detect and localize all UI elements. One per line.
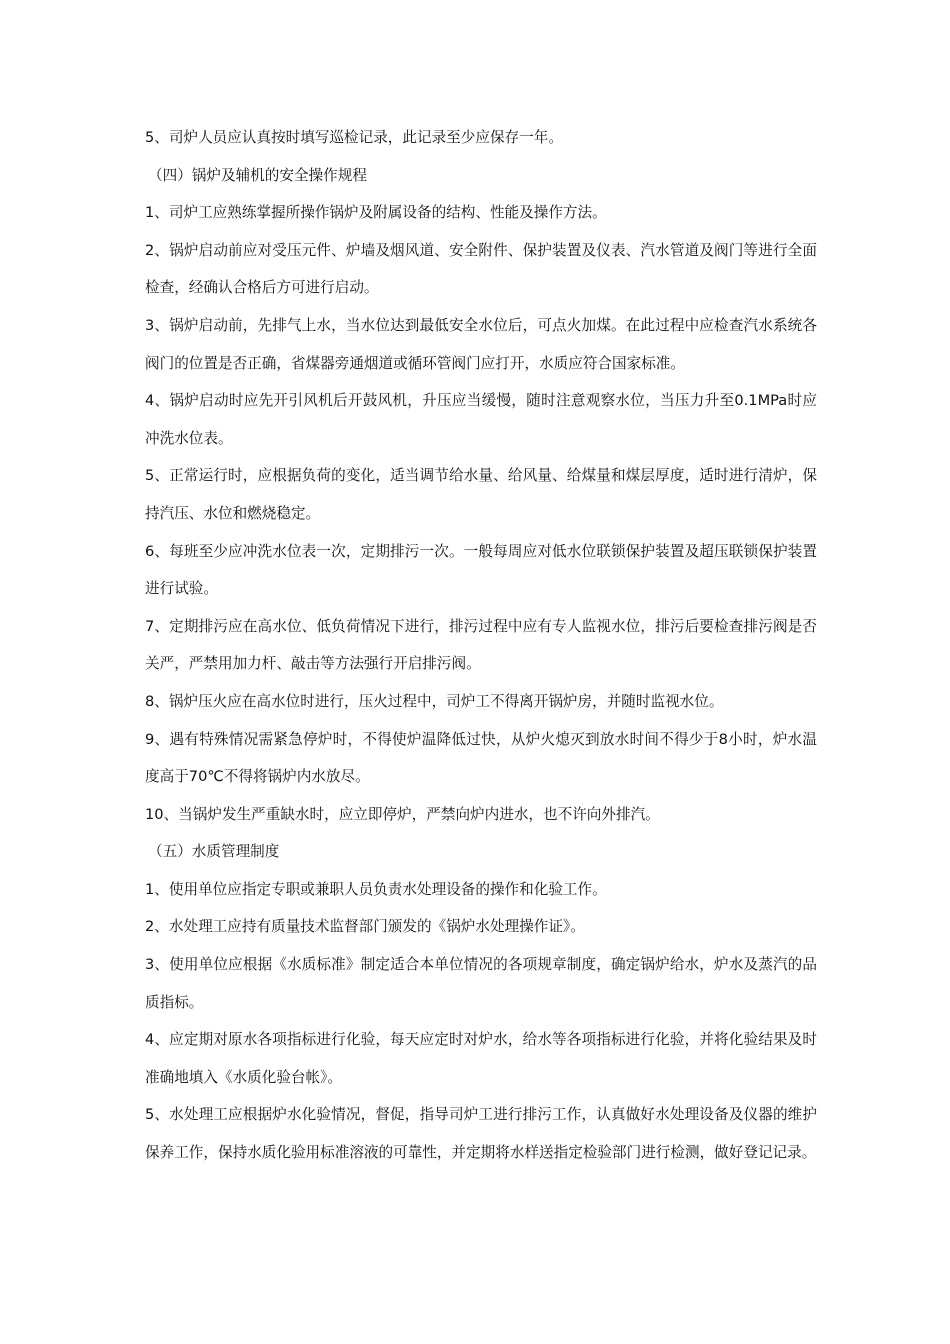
paragraph-item-8: 8、锅炉压火应在高水位时进行，压火过程中，司炉工不得离开锅炉房，并随时监视水位。 [145,692,724,710]
paragraph-inspection-record: 5、司炉人员应认真按时填写巡检记录，此记录至少应保存一年。 [145,129,563,146]
paragraph-item-1: 1、司炉工应熟练掌握所操作锅炉及附属设备的结构、性能及操作方法。 [145,204,607,222]
section-heading-water-quality: （五）水质管理制度 [148,843,280,861]
paragraph-water-item-1: 1、使用单位应指定专职或兼职人员负责水处理设备的操作和化验工作。 [145,880,607,898]
paragraph-item-6: 6、每班至少应冲洗水位表一次，定期排污一次。一般每周应对低水位联锁保护装置及超压联锁保护装置进行试验。 [145,542,817,598]
paragraph-item-2: 2、锅炉启动前应对受压元件、炉墙及烟风道、安全附件、保护装置及仪表、汽水管道及阀门等进行全面检查，经确认合格后方可进行启动。 [145,241,817,297]
paragraph-water-item-5: 5、水处理工应根据炉水化验情况，督促，指导司炉工进行排污工作，认真做好水处理设备及仪器的维护保养工作，保持水质化验用标准溶液的可靠性，并定期将水样送指定检验部门进行检测，做好登记记录。 [145,1106,817,1162]
paragraph-water-item-2: 2、水处理工应持有质量技术监督部门颁发的《锅炉水处理操作证》。 [145,918,585,936]
document-body [145,119,817,1172]
paragraph-item-10: 10、当锅炉发生严重缺水时，应立即停炉，严禁向炉内进水，也不许向外排汽。 [145,805,660,823]
paragraph-water-item-4: 4、应定期对原水各项指标进行化验，每天应定时对炉水，给水等各项指标进行化验，并将化验结果及时准确地填入《水质化验台帐》。 [145,1031,817,1086]
paragraph-item-9: 9、遇有特殊情况需紧急停炉时，不得使炉温降低过快，从炉火熄灭到放水时间不得少于8小时，炉水温度高于70℃不得将锅炉内水放尽。 [145,730,817,786]
paragraph-item-4: 4、锅炉启动时应先开引风机后开鼓风机，升压应当缓慢，随时注意观察水位，当压力升至0.1MPa时应冲洗水位表。 [145,392,817,447]
section-heading-boiler-safety: （四）锅炉及辅机的安全操作规程 [148,166,367,184]
paragraph-water-item-3: 3、使用单位应根据《水质标准》制定适合本单位情况的各项规章制度，确定锅炉给水，炉水及蒸汽的品质指标。 [145,956,817,1011]
paragraph-item-3: 3、锅炉启动前，先排气上水，当水位达到最低安全水位后，可点火加煤。在此过程中应检查汽水系统各阀门的位置是否正确，省煤器旁通烟道或循环管阀门应打开，水质应符合国家标准。 [145,316,817,372]
paragraph-item-7: 7、定期排污应在高水位、低负荷情况下进行，排污过程中应有专人监视水位，排污后要检查排污阀是否关严，严禁用加力杆、敲击等方法强行开启排污阀。 [145,617,817,673]
paragraph-item-5: 5、正常运行时，应根据负荷的变化，适当调节给水量、给风量、给煤量和煤层厚度，适时进行清炉，保持汽压、水位和燃烧稳定。 [145,467,817,522]
